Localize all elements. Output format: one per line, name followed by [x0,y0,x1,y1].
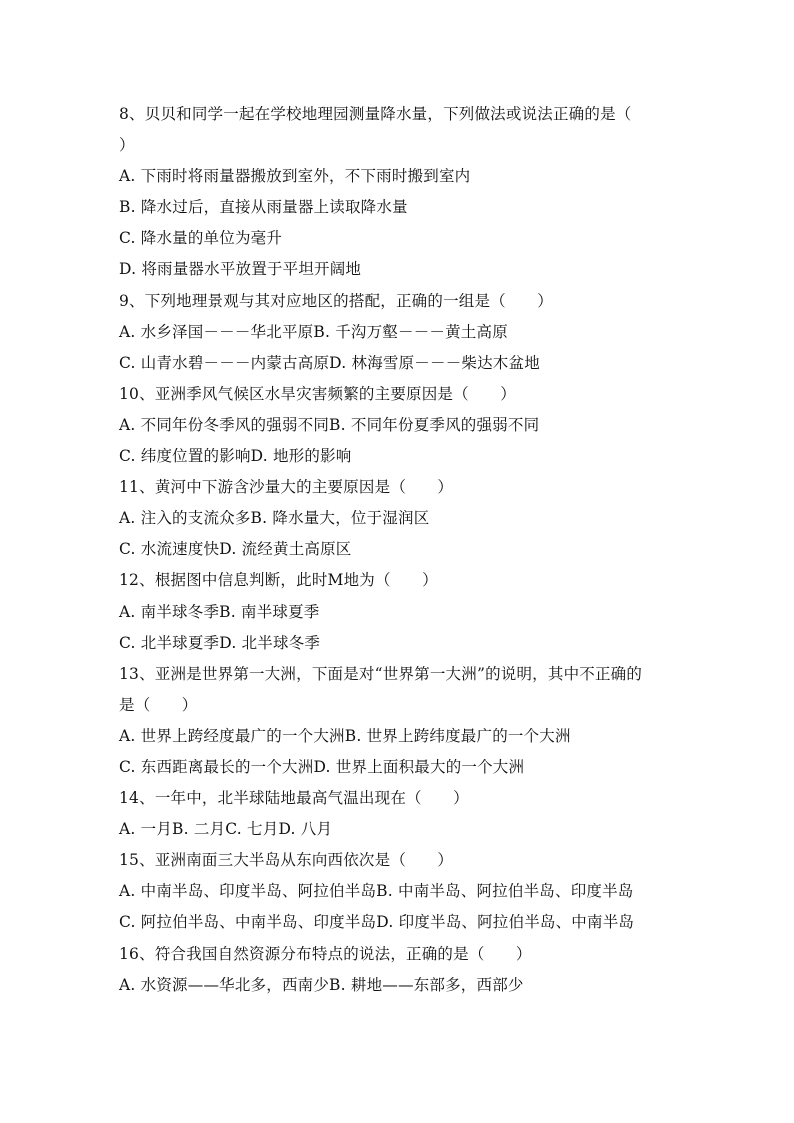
text-line: A. 水乡泽国－－－华北平原B. 千沟万壑－－－黄土高原 [119,322,508,341]
text-line: A. 一月B. 二月C. 七月D. 八月 [119,820,333,839]
text-line: 8、贝贝和同学一起在学校地理园测量降水量，下列做法或说法正确的是（ [119,105,632,123]
text-line: 13、亚洲是世界第一大洲，下面是对“世界第一大洲”的说明，其中不正确的 [119,664,643,683]
text-line: A. 中南半岛、印度半岛、阿拉伯半岛B. 中南半岛、阿拉伯半岛、印度半岛 [119,882,634,901]
text-line: 9、下列地理景观与其对应地区的搭配，正确的一组是（ ） [119,291,553,310]
text-line: ） [119,136,135,155]
text-line: 16、符合我国自然资源分布特点的说法，正确的是（ ） [119,944,532,963]
text-line: 15、亚洲南面三大半岛从东向西依次是（ ） [119,851,454,870]
text-line: 11、黄河中下游含沙量大的主要原因是（ ） [119,478,454,497]
text-line: 12、根据图中信息判断，此时M地为（ ） [119,571,438,590]
text-line: B. 降水过后，直接从雨量器上读取降水量 [119,198,408,217]
text-line: 10、亚洲季风气候区水旱灾害频繁的主要原因是（ ） [119,384,516,403]
text-line: A. 水资源——华北多，西南少B. 耕地——东部多，西部少 [119,975,524,994]
text-line: D. 将雨量器水平放置于平坦开阔地 [119,260,362,279]
text-line: C. 降水量的单位为毫升 [119,229,283,248]
question-text-block [119,99,679,1001]
text-line: C. 纬度位置的影响D. 地形的影响 [119,447,352,466]
text-line: C. 山青水碧－－－内蒙古高原D. 林海雪原－－－柴达木盆地 [119,353,540,372]
text-line: A. 南半球冬季B. 南半球夏季 [119,602,320,621]
text-line: C. 北半球夏季D. 北半球冬季 [119,633,321,652]
text-line: C. 水流速度快D. 流经黄土高原区 [119,540,352,559]
text-line: A. 世界上跨经度最广的一个大洲B. 世界上跨纬度最广的一个大洲 [119,726,571,745]
text-line: A. 注入的支流众多B. 降水量大，位于湿润区 [119,509,430,528]
text-line: A. 不同年份冬季风的强弱不同B. 不同年份夏季风的强弱不同 [119,415,540,434]
text-line: A. 下雨时将雨量器搬放到室外，不下雨时搬到室内 [119,167,471,186]
text-line: C. 阿拉伯半岛、中南半岛、印度半岛D. 印度半岛、阿拉伯半岛、中南半岛 [119,913,635,932]
text-line: 14、一年中，北半球陆地最高气温出现在（ ） [119,789,469,808]
text-line: 是（ ） [119,695,198,714]
text-line: C. 东西距离最长的一个大洲D. 世界上面积最大的一个大洲 [119,757,525,776]
